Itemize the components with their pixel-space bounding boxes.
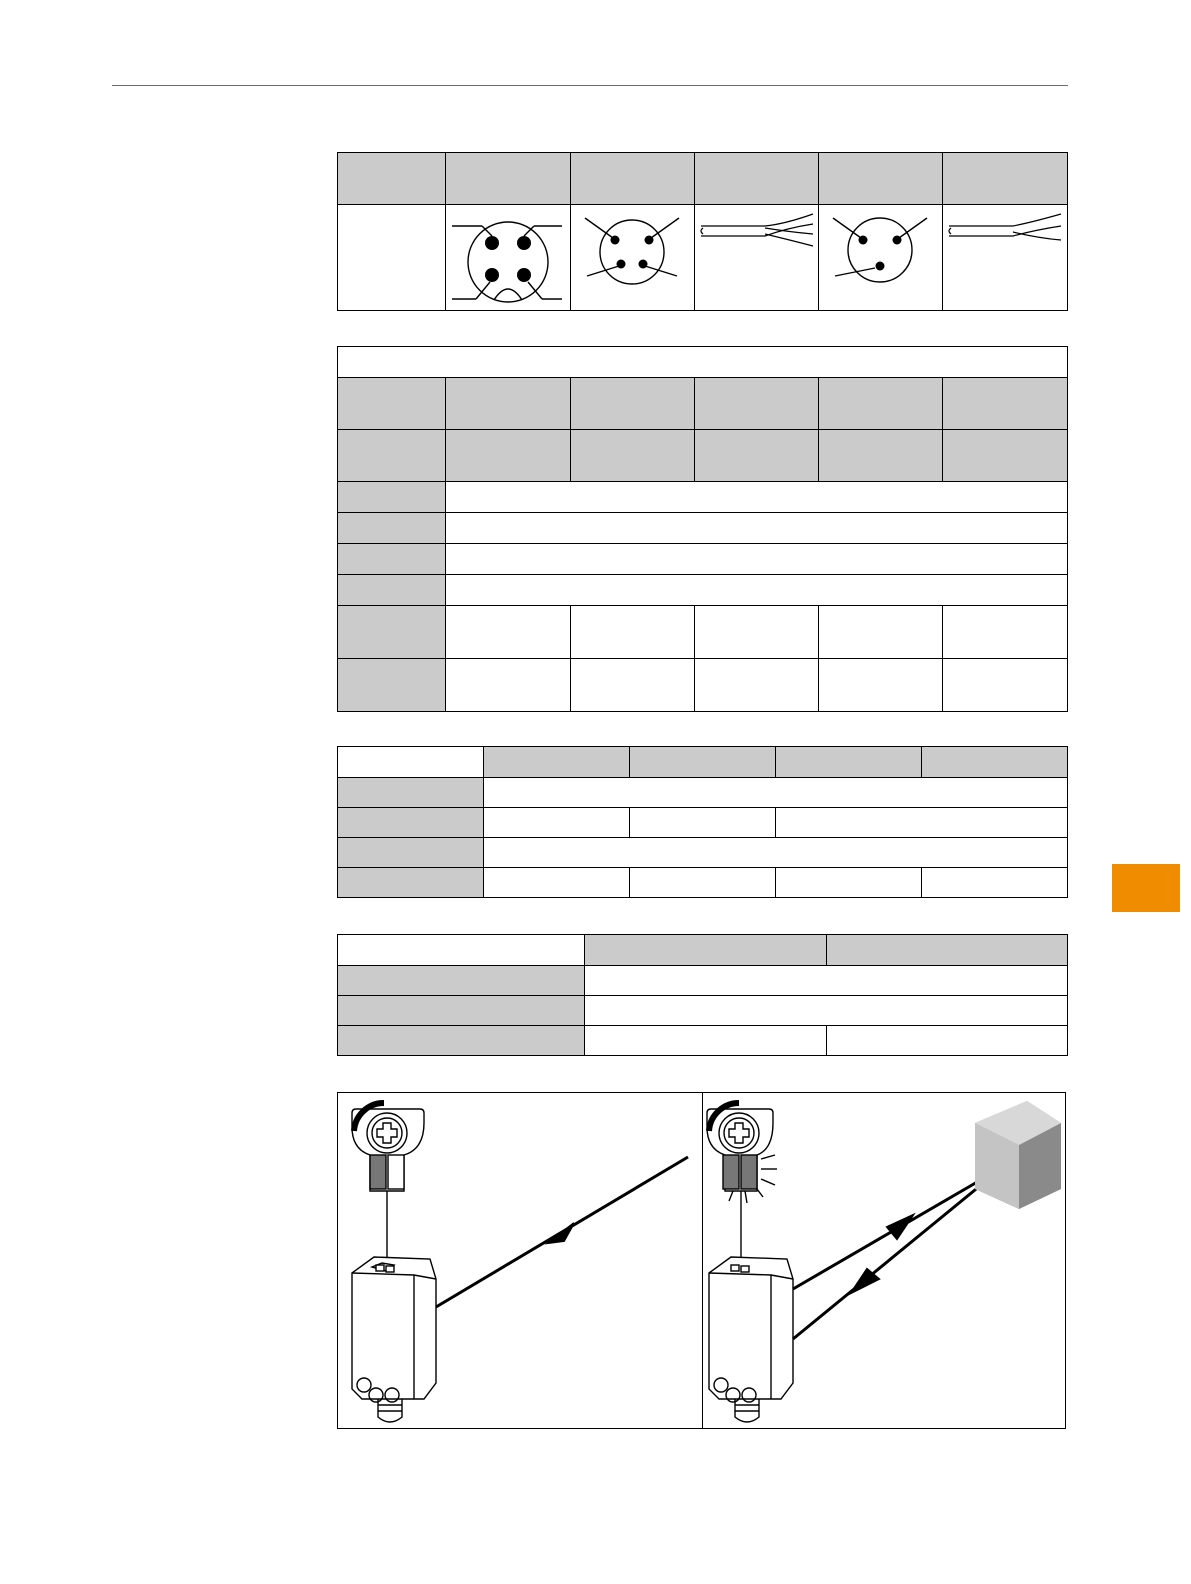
table-header-cell [338, 430, 446, 482]
table-cell [446, 606, 571, 659]
row-label-cell [338, 659, 446, 712]
operating-principle-figure [337, 1092, 1066, 1429]
row-label-cell [338, 868, 484, 898]
table-cell [630, 808, 776, 838]
sensor-no-object-illustration [338, 1093, 702, 1430]
table-header-cell [571, 378, 695, 430]
connector-4pin-m8-diagram [571, 205, 695, 311]
table-cell [695, 606, 819, 659]
table-header-cell [630, 747, 776, 778]
table-cell [943, 606, 1068, 659]
table-cell [943, 659, 1068, 712]
table-cell [695, 659, 819, 712]
sensor-object-detected-illustration [703, 1093, 1067, 1430]
table-cell [446, 513, 1068, 544]
table-title-cell [338, 347, 1068, 378]
table-cell [776, 868, 922, 898]
row-label-cell [338, 808, 484, 838]
row-label-cell [338, 778, 484, 808]
table-header-cell [695, 378, 819, 430]
row-label-cell [338, 966, 585, 996]
row-label-cell [338, 513, 446, 544]
row-label-cell [338, 544, 446, 575]
table-cell [446, 544, 1068, 575]
table-cell [446, 575, 1068, 606]
output-table [337, 746, 1068, 898]
target-object-cube [975, 1101, 1061, 1209]
connector-4pin-m12-diagram [446, 205, 571, 311]
connection-diagram-table [337, 152, 1068, 311]
connector-3pin-m8-diagram [819, 205, 943, 311]
table-cell [819, 606, 943, 659]
header-rule [112, 85, 1068, 86]
table-cell [484, 808, 630, 838]
table-header-cell [338, 378, 446, 430]
table-cell [585, 996, 1068, 1026]
table-cell [484, 778, 1068, 808]
row-label-cell [338, 575, 446, 606]
row-label-cell [338, 1026, 585, 1056]
table-cell [446, 482, 1068, 513]
table-header-cell [585, 935, 827, 966]
table-header-cell [943, 378, 1068, 430]
table-header-cell [338, 153, 446, 205]
table-header-cell [943, 430, 1068, 482]
table-header-cell [446, 153, 571, 205]
table-cell [338, 205, 446, 311]
table-header-cell [776, 747, 922, 778]
cable-3-wire-diagram [943, 205, 1068, 311]
table-cell [819, 659, 943, 712]
table-header-cell [484, 747, 630, 778]
table-cell [484, 868, 630, 898]
table-header-cell [446, 378, 571, 430]
table-corner-cell [338, 747, 484, 778]
table-cell [571, 659, 695, 712]
row-label-cell [338, 996, 585, 1026]
table-header-cell [695, 153, 819, 205]
chapter-side-tab [1112, 864, 1180, 912]
table-cell [922, 868, 1068, 898]
table-header-cell [827, 935, 1068, 966]
table-corner-cell [338, 935, 585, 966]
table-cell [827, 1026, 1068, 1056]
row-label-cell [338, 482, 446, 513]
table-header-cell [571, 153, 695, 205]
row-label-cell [338, 838, 484, 868]
table-header-cell [922, 747, 1068, 778]
cable-4-wire-diagram [695, 205, 819, 311]
table-cell [585, 966, 1068, 996]
table-header-cell [819, 153, 943, 205]
table-header-cell [446, 430, 571, 482]
settings-table [337, 934, 1068, 1056]
table-header-cell [943, 153, 1068, 205]
specification-table [337, 346, 1068, 712]
table-cell [630, 868, 776, 898]
table-header-cell [571, 430, 695, 482]
table-header-cell [819, 378, 943, 430]
table-header-cell [819, 430, 943, 482]
table-header-cell [695, 430, 819, 482]
table-cell [776, 808, 1068, 838]
table-cell [484, 838, 1068, 868]
row-label-cell [338, 606, 446, 659]
table-cell [585, 1026, 827, 1056]
table-cell [446, 659, 571, 712]
table-cell [571, 606, 695, 659]
